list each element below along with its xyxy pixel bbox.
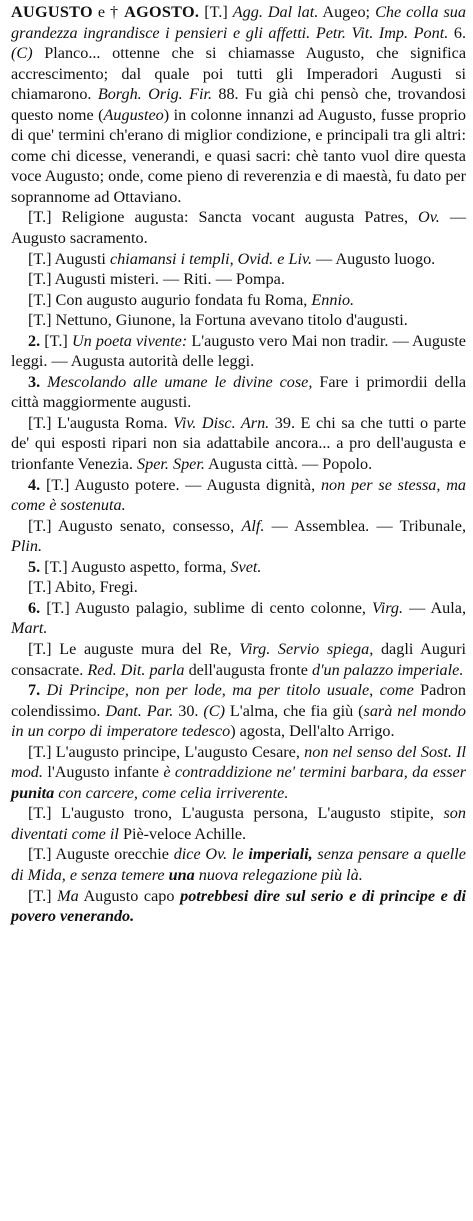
text-segment: Augusta città. — Popolo.: [204, 455, 373, 474]
text-segment: Padron colendissimo.: [11, 681, 466, 720]
text-segment: 7.: [28, 681, 41, 700]
text-segment: dice Ov. le: [173, 845, 244, 864]
text-segment: Ennio.: [311, 290, 355, 309]
text-segment: ) in colonne innanzi ad Augusto, fusse proprio di que' termini ch'erano di miglior condizione, e principali tra gli altri: come chi dicesse, venerandi, e quasi sacri: chè tanto vuol dire questa voce Augusto; onde, come pieno di reverenzia e di maestà, fu dato per soprannome ad Ottaviano.: [11, 105, 466, 206]
text-segment: Agg. Dal lat.: [232, 3, 319, 21]
text-segment: [T.] L'augusta Roma.: [28, 413, 174, 432]
text-segment: potrebbesi dire sul serio e di principe e di povero venerando.: [11, 886, 467, 926]
text-segment: dell'augusta fronte: [184, 660, 312, 679]
entry-paragraph: [11, 844, 466, 885]
text-segment: Ma: [57, 886, 79, 905]
text-segment: non per se stessa, ma come è sostenuta.: [11, 475, 466, 515]
entry-paragraph: [11, 290, 466, 311]
text-segment: d'un palazzo imperiale.: [311, 660, 464, 679]
text-segment: Piè-veloce Achille.: [118, 824, 247, 843]
text-segment: (C): [203, 701, 225, 720]
text-segment: 88. Fu già chi pensò che, trovandosi questo nome (: [11, 85, 466, 124]
text-segment: ) agosta, Dell'alto Arrigo.: [230, 722, 395, 741]
text-segment: dagli Auguri consacrate.: [11, 639, 466, 679]
text-segment: [T.] L'augusto trono, L'augusta persona, L'augusto stipite,: [28, 804, 444, 823]
text-segment: 4.: [28, 475, 41, 494]
text-segment: [T.] Abito, Fregi.: [28, 578, 138, 597]
text-segment: — Augusto luogo.: [312, 249, 436, 268]
text-segment: punita: [11, 783, 55, 802]
entry-paragraph: [11, 2, 466, 207]
text-segment: [T.] Augusti misteri. — Riti. — Pompa.: [28, 270, 285, 289]
text-segment: sarà nel mondo in un corpo di imperatore tedesco: [11, 701, 466, 741]
text-segment: e †: [92, 3, 125, 21]
text-segment: Un poeta vivente:: [71, 331, 188, 350]
text-segment: Fare i primordii della città maggiormente augusti.: [11, 372, 467, 412]
text-segment: [T.] Augusto senato, consesso,: [28, 516, 242, 535]
entry-paragraph: [11, 803, 466, 844]
text-segment: 6.: [28, 598, 41, 617]
text-segment: [T.] Augusto aspetto, forma,: [40, 557, 231, 576]
text-segment: chiamansi i templi, Ovid. e Liv.: [109, 249, 312, 268]
text-segment: Augeo;: [318, 3, 376, 21]
entry-paragraph: [11, 639, 466, 680]
text-segment: [T.] Con augusto augurio fondata fu Roma,: [28, 290, 312, 309]
entry-paragraph: [11, 680, 466, 742]
text-segment: [T.] Auguste orecchie: [28, 845, 174, 864]
text-segment: Mescolando alle umane le divine cose,: [47, 372, 313, 391]
text-segment: Che colla sua grandezza ingrandisce i pensieri e gli affetti. Petr. Vit. Imp. Pont.: [11, 3, 466, 42]
text-segment: [T.] Augusto palagio, sublime di cento colonne,: [40, 598, 373, 617]
text-segment: Augusteo: [103, 105, 164, 124]
entry-paragraph: [11, 413, 466, 475]
entry-paragraph: [11, 331, 466, 372]
text-segment: senza pensare a quelle di Mida, e senza temere: [11, 845, 466, 884]
text-segment: Svet.: [230, 557, 262, 576]
entry-paragraph: [11, 598, 466, 639]
text-segment: Dant. Par.: [105, 701, 174, 720]
text-segment: Plin.: [11, 537, 43, 556]
text-segment: con carcere, come celia irriverente.: [58, 783, 289, 802]
entry-paragraph: [11, 742, 466, 804]
text-segment: è contraddizione ne' termini barbara, da esser: [163, 763, 466, 782]
text-segment: imperiali,: [248, 845, 313, 864]
text-segment: L'augusto vero Mai non tradir. — Auguste leggi. — Augusta autorità delle leggi.: [11, 331, 466, 371]
text-segment: Virg.: [372, 598, 404, 617]
entry-paragraph: [11, 886, 466, 927]
entry-paragraph: [11, 577, 466, 598]
text-segment: [T.] Augusto potere. — Augusta dignità,: [40, 475, 321, 494]
entry-paragraph: [11, 557, 466, 578]
text-segment: 3.: [28, 372, 41, 391]
text-segment: Di Principe, non per lode, ma per titolo usuale, come: [46, 681, 414, 700]
text-segment: [T.]: [28, 886, 58, 905]
text-segment: [T.]: [199, 3, 233, 21]
text-segment: [T.]: [40, 331, 72, 350]
entry-paragraph: [11, 269, 466, 290]
entry-paragraph: [11, 516, 466, 557]
text-segment: Ov.: [418, 208, 440, 227]
entry-paragraph: [11, 207, 466, 248]
text-segment: l'Augusto infante: [42, 763, 164, 782]
entry-paragraph: [11, 249, 466, 270]
text-segment: AUGUSTO: [11, 3, 93, 21]
text-segment: AGOSTO.: [124, 3, 200, 21]
text-segment: Mart.: [11, 619, 48, 638]
text-segment: (C): [11, 44, 33, 63]
text-segment: Alf.: [241, 516, 265, 535]
text-segment: [T.] Augusti: [28, 249, 110, 268]
text-segment: 2.: [28, 331, 41, 350]
text-segment: una: [168, 865, 195, 884]
text-segment: Augusto capo: [78, 886, 181, 905]
entry-paragraph: [11, 475, 466, 516]
text-segment: — Augusto sacramento.: [11, 208, 467, 248]
text-segment: non nel senso del Sost. Il mod.: [11, 742, 466, 782]
text-segment: L'alma, che fia giù (: [224, 701, 364, 720]
text-segment: Planco... ottenne che si chiamasse Augusto, che significa accrescimento; dal quale poi tutti gli Imperadori Augusti si chiamarono.: [11, 44, 466, 104]
text-segment: nuova relegazione più là.: [198, 865, 363, 884]
entry-paragraph: [11, 310, 466, 331]
text-segment: [T.] Le auguste mura del Re,: [28, 639, 240, 658]
text-segment: [T.] Religione augusta: Sancta vocant augusta Patres,: [28, 208, 419, 227]
text-segment: 30.: [173, 701, 204, 720]
text-segment: — Assemblea. — Tribunale,: [264, 516, 466, 535]
text-segment: [T.] Nettuno, Giunone, la Fortuna avevano titolo d'augusti.: [28, 311, 408, 330]
text-segment: son diventati come il: [11, 804, 466, 843]
text-segment: Borgh. Orig. Fir.: [97, 85, 213, 104]
text-segment: Red. Dit. parla: [87, 660, 185, 679]
text-segment: Virg. Servio spiega,: [239, 639, 374, 658]
text-segment: 6.: [448, 23, 466, 42]
entry-paragraph: [11, 372, 466, 413]
text-segment: [T.] L'augusto principe, L'augusto Cesare,: [28, 742, 305, 761]
text-segment: Sper. Sper.: [137, 455, 205, 474]
text-segment: 39. E chi sa che tutti o parte de' qui esposti ripari non sia adattabile ancora... a pro dell'augusta e trionfante Venezia.: [11, 413, 467, 474]
text-segment: 5.: [28, 557, 41, 576]
text-segment: Viv. Disc. Arn.: [173, 413, 270, 432]
text-segment: — Aula,: [403, 598, 466, 617]
